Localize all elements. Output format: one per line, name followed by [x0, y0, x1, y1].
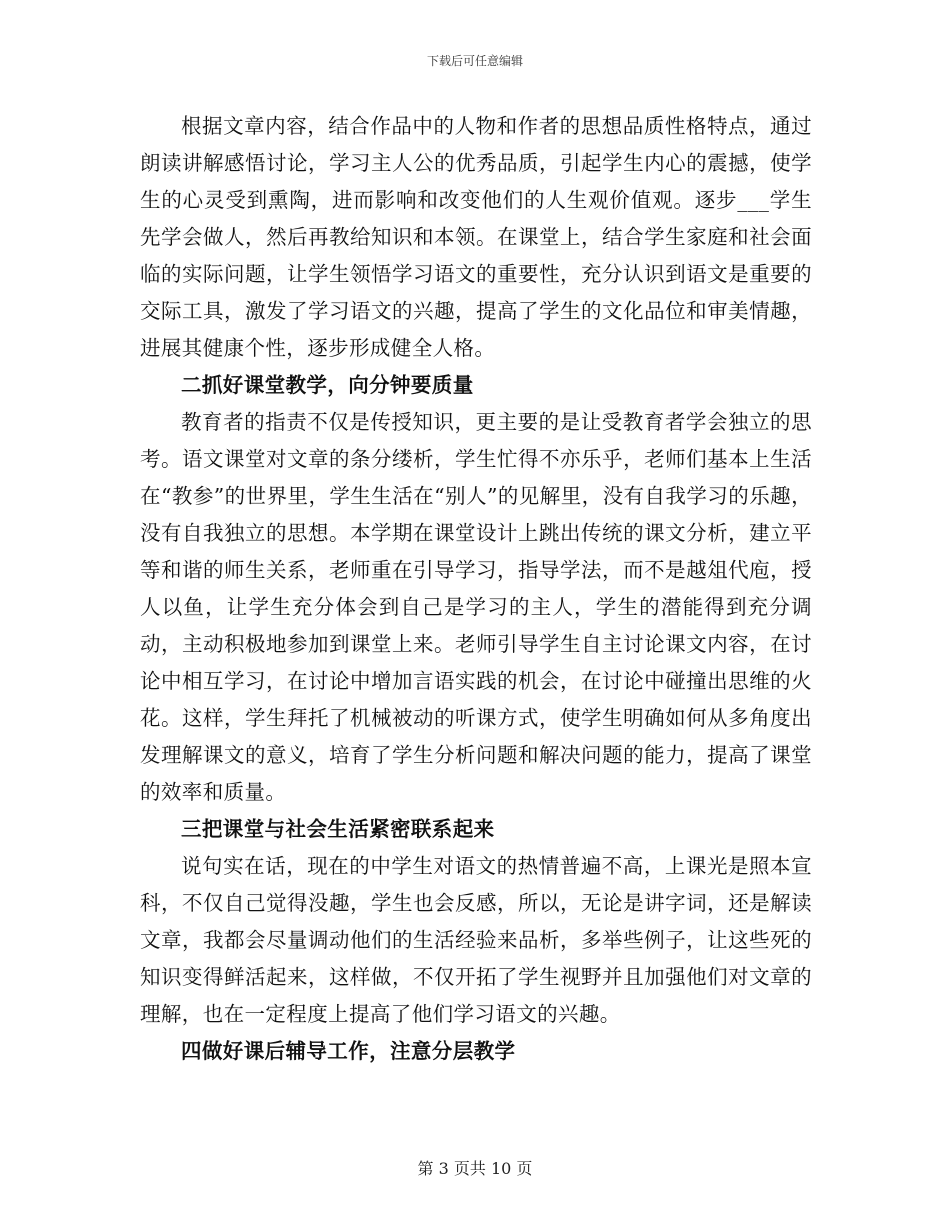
section-heading-2: 二抓好课堂教学，向分钟要质量 [181, 373, 474, 397]
paragraph-1: 根据文章内容，结合作品中的人物和作者的思想品质性格特点，通过朗读讲解感悟讨论，学习主人公的优秀品质，引起学生内心的震撼，使学生的心灵受到熏陶，进而影响和改变他们的人生观价值观。逐步___学生先学会做人，然后再教给知识和本领。在课堂上，结合学生家庭和社会面临的实际问题，让学生领悟学习语文的重要性，充分认识到语文是重要的交际工具，激发了学习语文的兴趣，提高了学生的文化品位和审美情趣，进展其健康个性，逐步形成健全人格。 [140, 114, 812, 360]
page-header: 下载后可任意编辑 [426, 54, 523, 68]
page-number: 第 3 页共 10 页 [417, 1159, 533, 1178]
document-body [140, 108, 812, 1070]
paragraph-3: 说句实在话，现在的中学生对语文的热情普遍不高，上课光是照本宣科，不仅自己觉得没趣，学生也会反感，所以，无论是讲字词，还是解读文章，我都会尽量调动他们的生活经验来品析，多举些例子，让这些死的知识变得鲜活起来，这样做，不仅开拓了学生视野并且加强他们对文章的理解，也在一定程度上提高了他们学习语文的兴趣。 [140, 854, 812, 1026]
section-heading-4: 四做好课后辅导工作，注意分层教学 [181, 1039, 516, 1063]
section-heading-3: 三把课堂与社会生活紧密联系起来 [181, 817, 495, 841]
paragraph-2: 教育者的指责不仅是传授知识，更主要的是让受教育者学会独立的思考。语文课堂对文章的条分缕析，学生忙得不亦乐乎，老师们基本上生活在“教参”的世界里，学生生活在“别人”的见解里，没有自我学习的乐趣，没有自我独立的思想。本学期在课堂设计上跳出传统的课文分析，建立平等和谐的师生关系，老师重在引导学习，指导学法，而不是越俎代庖，授人以鱼，让学生充分体会到自己是学习的主人，学生的潜能得到充分调动，主动积极地参加到课堂上来。老师引导学生自主讨论课文内容，在讨论中相互学习，在讨论中增加言语实践的机会，在讨论中碰撞出思维的火花。这样，学生拜托了机械被动的听课方式，使学生明确如何从多角度出发理解课文的意义，培育了学生分析问题和解决问题的能力，提高了课堂的效率和质量。 [140, 410, 812, 804]
